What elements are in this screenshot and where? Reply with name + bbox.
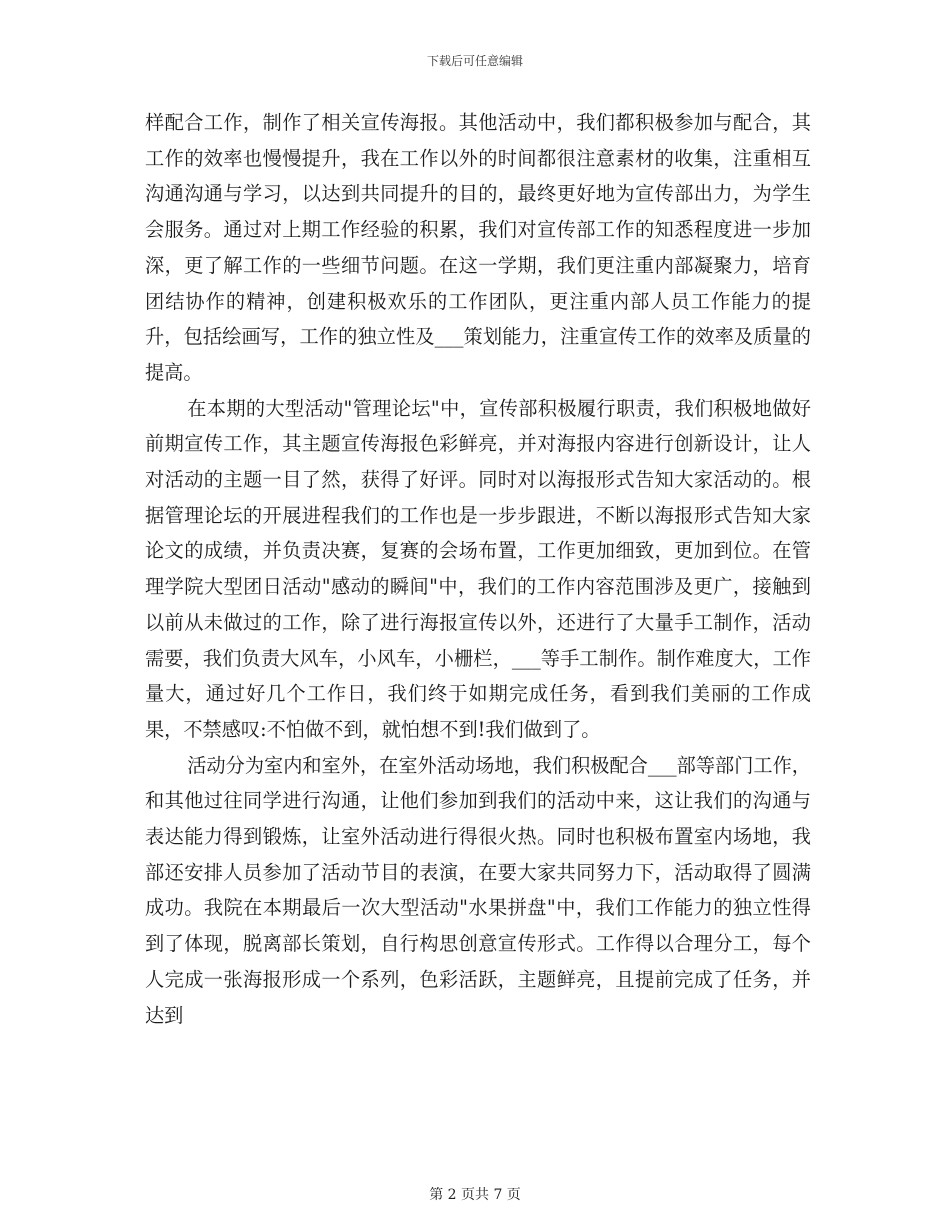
paragraph-2: 在本期的大型活动"管理论坛"中，宣传部积极履行职责，我们积极地做好前期宣传工作，其主题宣传海报色彩鲜亮，并对海报内容进行创新设计，让人对活动的主题一目了然，获得了好评。同时对以海报形式告知大家活动的。根据管理论坛的开展进程我们的工作也是一步步跟进，不断以海报形式告知大家论文的成绩，并负责决赛，复赛的会场布置，工作更加细致，更加到位。在管理学院大型团日活动"感动的瞬间"中，我们的工作内容范围涉及更广，接触到以前从未做过的工作，除了进行海报宣传以外，还进行了大量手工制作，活动需要，我们负责大风车，小风车，小栅栏，___等手工制作。制作难度大，工作量大，通过好几个工作日，我们终于如期完成任务，看到我们美丽的工作成果，不禁感叹:不怕做不到，就怕想不到!我们做到了。 xyxy=(145,396,811,741)
paragraph-1: 样配合工作，制作了相关宣传海报。其他活动中，我们都积极参加与配合，其工作的效率也慢慢提升，我在工作以外的时间都很注意素材的收集，注重相互沟通沟通与学习，以达到共同提升的目的，最终更好地为宣传部出力，为学生会服务。通过对上期工作经验的积累，我们对宣传部工作的知悉程度进一步加深，更了解工作的一些细节问题。在这一学期，我们更注重内部凝聚力，培育团结协作的精神，创建积极欢乐的工作团队，更注重内部人员工作能力的提升，包括绘画写，工作的独立性及___策划能力，注重宣传工作的效率及质量的提高。 xyxy=(145,111,811,384)
document-body xyxy=(145,105,811,1033)
page-footer: 第 2 页共 7 页 xyxy=(429,1187,521,1203)
page-header: 下载后可任意编辑 xyxy=(426,54,523,68)
paragraph-3: 活动分为室内和室外，在室外活动场地，我们积极配合___部等部门工作，和其他过往同学进行沟通，让他们参加到我们的活动中来，这让我们的沟通与表达能力得到锻炼，让室外活动进行得很火热。同时也积极布置室内场地，我部还安排人员参加了活动节目的表演，在要大家共同努力下，活动取得了圆满成功。我院在本期最后一次大型活动"水果拼盘"中，我们工作能力的独立性得到了体现，脱离部长策划，自行构思创意宣传形式。工作得以合理分工，每个人完成一张海报形成一个系列，色彩活跃，主题鲜亮，且提前完成了任务，并达到 xyxy=(145,753,811,1027)
